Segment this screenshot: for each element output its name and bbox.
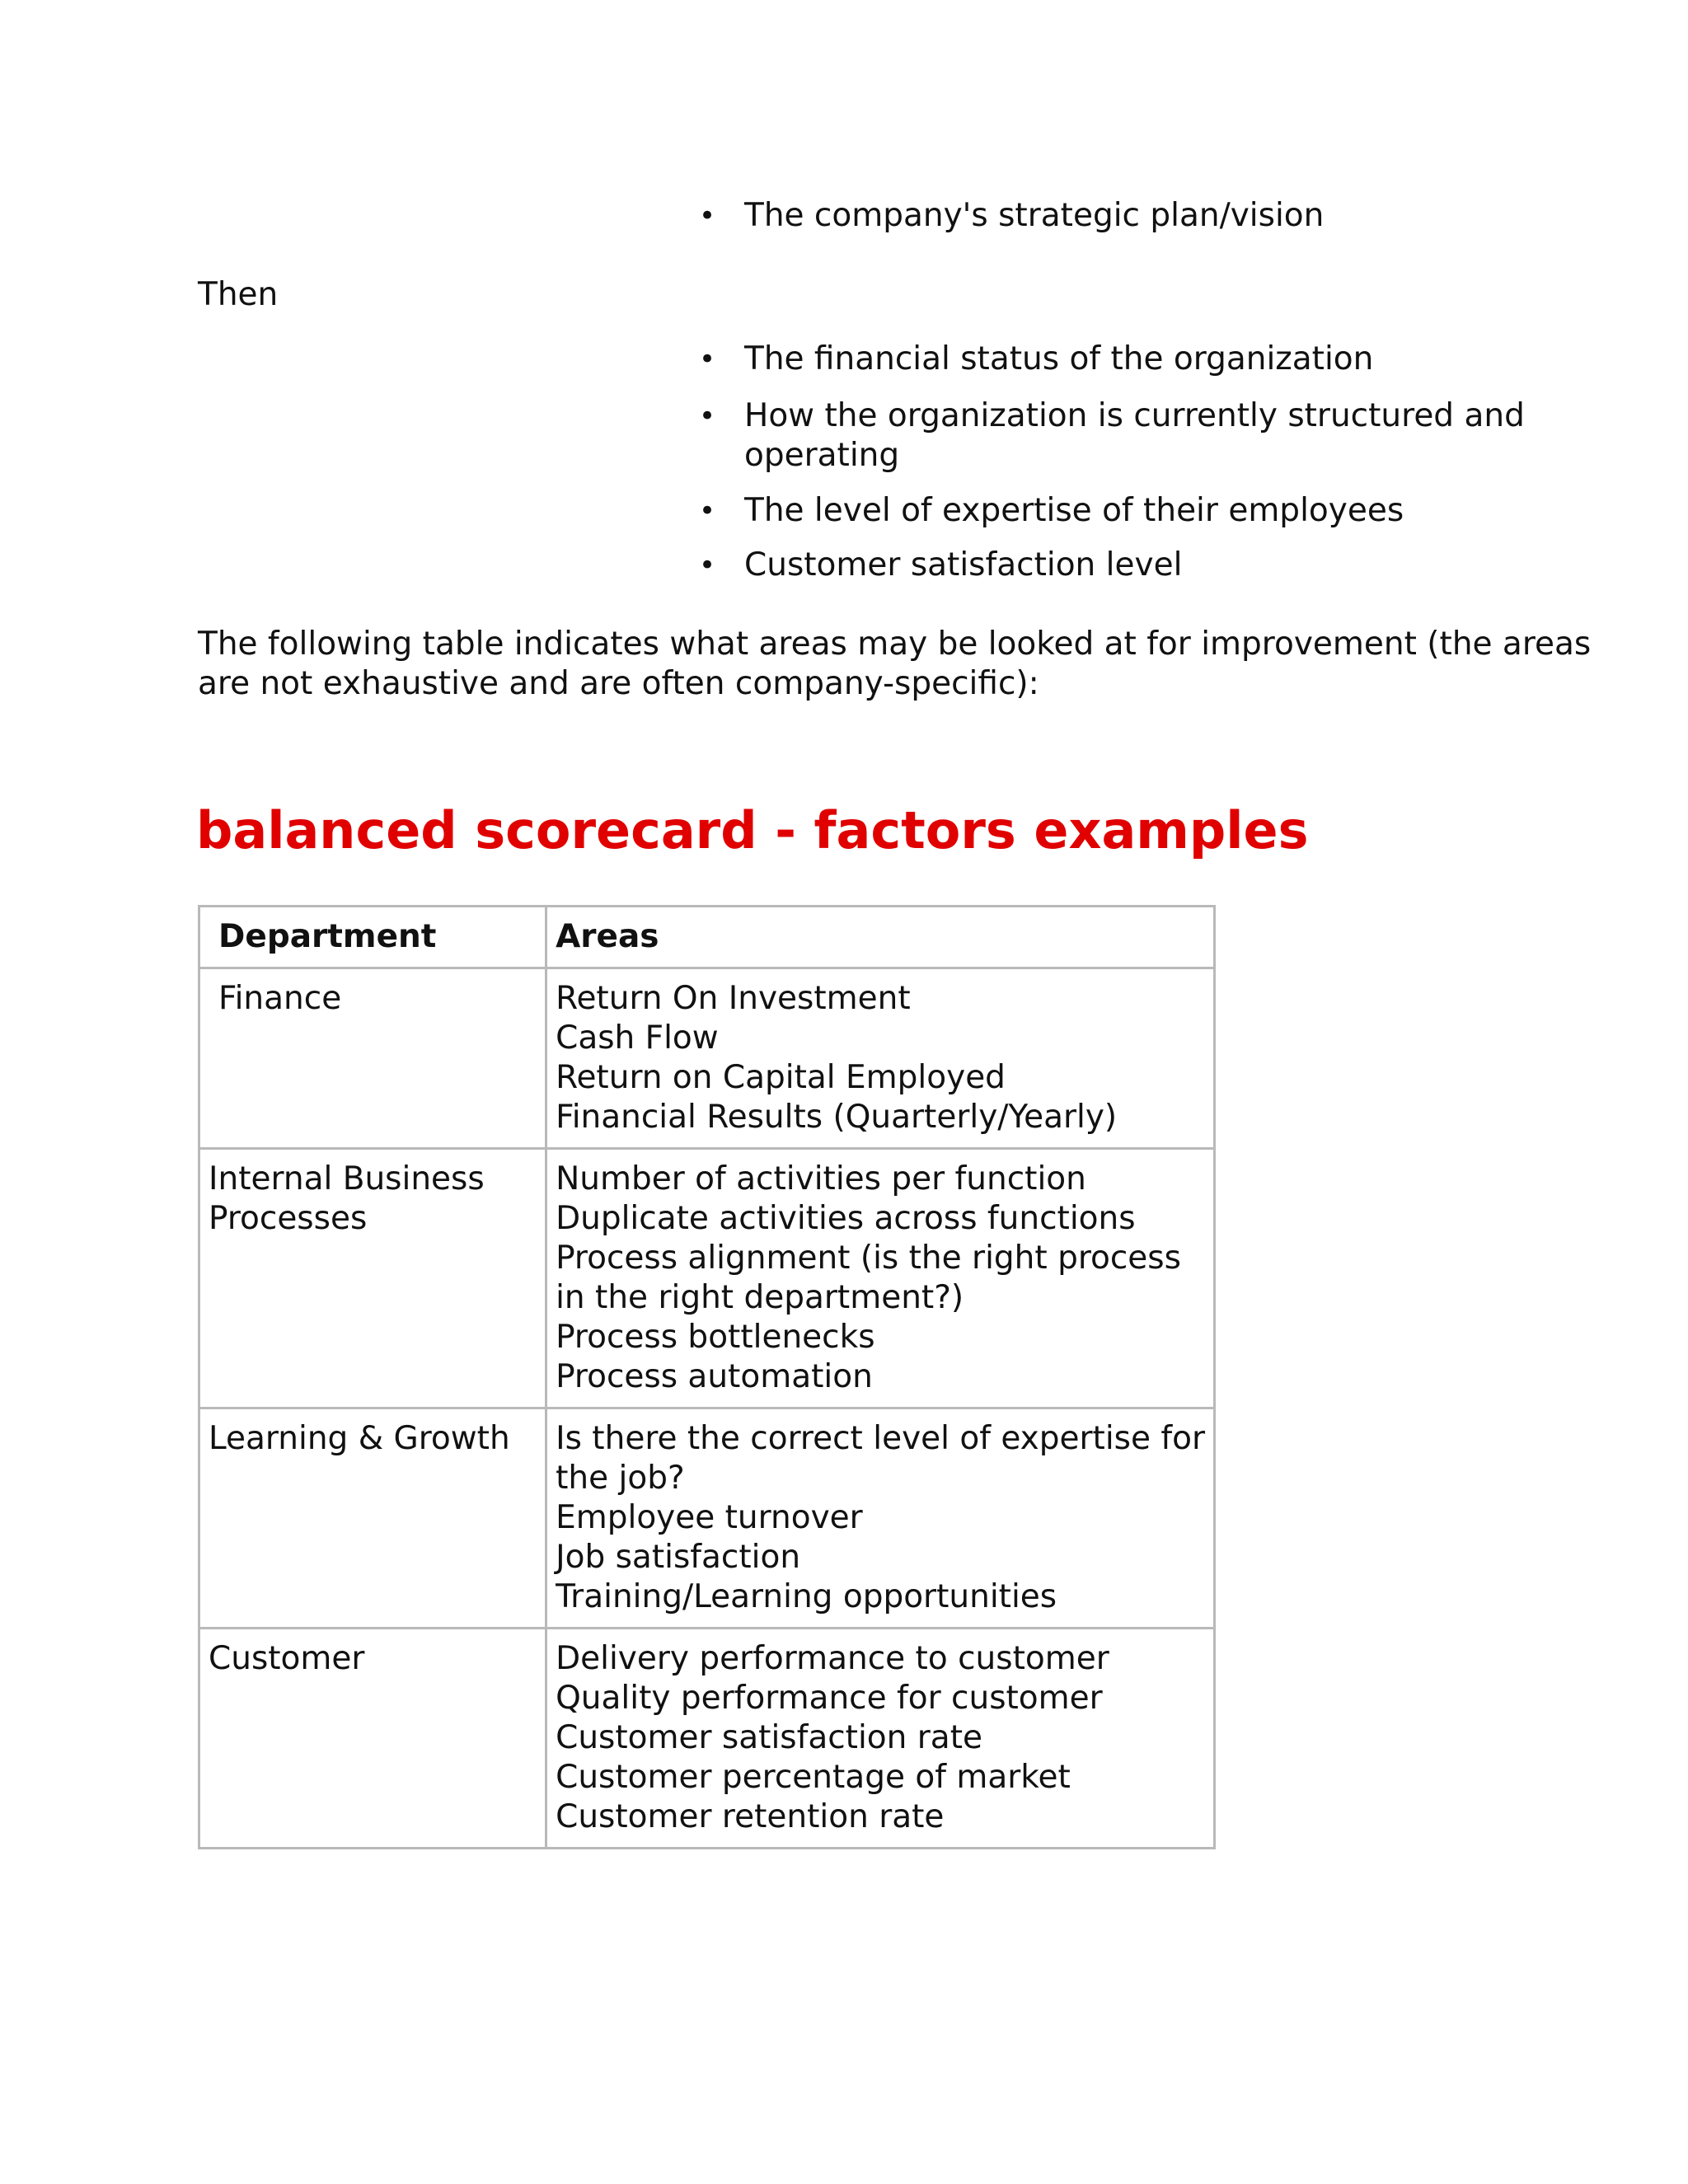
- area-item: Return On Investment: [556, 980, 911, 1017]
- bullet-icon: •: [699, 343, 716, 376]
- bullet-icon: •: [699, 549, 716, 582]
- header-department: Department: [199, 907, 546, 968]
- area-item: in the right department?): [556, 1279, 964, 1316]
- areas-cell: [546, 1629, 1215, 1849]
- area-item: Is there the correct level of expertise for: [556, 1420, 1205, 1457]
- list-item-text: The level of expertise of their employees: [744, 492, 1404, 529]
- paragraph-line: are not exhaustive and are often company-specific):: [198, 665, 1039, 702]
- bullet-icon: •: [699, 400, 716, 433]
- table-header-row: [199, 907, 1215, 968]
- list-item: [699, 396, 1525, 476]
- area-item: Customer percentage of market: [556, 1759, 1071, 1796]
- factors-table: [198, 905, 1216, 1849]
- intro-paragraph: [198, 625, 1591, 704]
- area-item: Process alignment (is the right process: [556, 1240, 1181, 1277]
- department-name: Finance: [218, 980, 342, 1017]
- list-item-text-continued: operating: [744, 437, 900, 474]
- areas-cell: [546, 1408, 1215, 1629]
- list-item: [699, 196, 1325, 236]
- area-item: Return on Capital Employed: [556, 1059, 1006, 1096]
- area-item: Quality performance for customer: [556, 1680, 1103, 1717]
- department-name: Learning & Growth: [209, 1420, 510, 1457]
- area-item: Cash Flow: [556, 1019, 719, 1057]
- section-heading: balanced scorecard - factors examples: [196, 800, 1309, 860]
- area-item: the job?: [556, 1460, 685, 1497]
- area-item: Customer retention rate: [556, 1798, 945, 1835]
- table-row: [199, 1149, 1215, 1408]
- then-label: Then: [198, 276, 279, 313]
- department-cell: [199, 1629, 546, 1849]
- bullet-icon: •: [699, 199, 716, 232]
- table-row: [199, 1629, 1215, 1849]
- list-item-text: The company's strategic plan/vision: [744, 197, 1325, 234]
- list-item-text: How the organization is currently structured and: [744, 397, 1525, 434]
- department-cell: [199, 1408, 546, 1629]
- department-name-continued: Processes: [209, 1200, 368, 1237]
- department-name: Internal Business: [209, 1160, 485, 1197]
- area-item: Process bottlenecks: [556, 1319, 875, 1356]
- areas-cell: [546, 1149, 1215, 1408]
- list-item-text: The financial status of the organization: [744, 340, 1374, 377]
- list-item-text: Customer satisfaction level: [744, 546, 1183, 583]
- area-item: Employee turnover: [556, 1499, 863, 1536]
- department-cell: [199, 968, 546, 1149]
- area-item: Number of activities per function: [556, 1160, 1086, 1197]
- area-item: Job satisfaction: [556, 1539, 801, 1576]
- department-cell: [199, 1149, 546, 1408]
- table-row: [199, 968, 1215, 1149]
- list-item: [699, 546, 1183, 585]
- list-item: [699, 340, 1374, 379]
- area-item: Customer satisfaction rate: [556, 1719, 982, 1756]
- area-item: Financial Results (Quarterly/Yearly): [556, 1099, 1118, 1136]
- paragraph-line: The following table indicates what areas may be looked at for improvement (the areas: [198, 626, 1592, 663]
- area-item: Duplicate activities across functions: [556, 1200, 1136, 1237]
- department-name: Customer: [209, 1640, 365, 1677]
- bullet-icon: •: [699, 494, 716, 527]
- area-item: Process automation: [556, 1358, 873, 1395]
- list-item: [699, 491, 1404, 531]
- header-areas: Areas: [546, 907, 1215, 968]
- areas-cell: [546, 968, 1215, 1149]
- table-row: [199, 1408, 1215, 1629]
- area-item: Delivery performance to customer: [556, 1640, 1109, 1677]
- area-item: Training/Learning opportunities: [556, 1578, 1057, 1615]
